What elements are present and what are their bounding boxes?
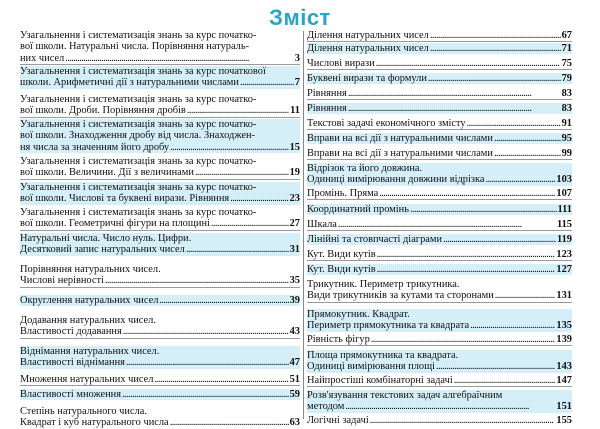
toc-entry-text: Розв'язування текстових задач алгебраїчним <box>307 390 503 401</box>
toc-page-number: 35 <box>289 275 300 287</box>
toc-page-number: 139 <box>556 334 572 345</box>
toc-entry[interactable] <box>307 279 572 303</box>
toc-entry-title: Ділення натуральних чисел <box>307 30 429 41</box>
toc-page-number: 151 <box>556 401 572 413</box>
toc-entry[interactable] <box>307 73 572 84</box>
toc-entry[interactable] <box>20 346 300 369</box>
toc-page-number: 7 <box>294 77 300 89</box>
toc-entry[interactable] <box>307 188 572 200</box>
toc-entry-title: Числові вирази <box>307 58 375 69</box>
toc-entry[interactable] <box>307 148 572 160</box>
toc-entry-title: Ділення натуральних чисел <box>307 43 429 54</box>
toc-entry-text: Порівняння натуральних чисел. <box>20 264 161 275</box>
toc-entry-title: них чисел <box>20 52 65 64</box>
toc-entry[interactable] <box>20 207 300 231</box>
toc-entry-title: Рівняння <box>307 103 347 114</box>
column-divider <box>303 31 304 419</box>
toc-entry-title: Вправи на всі дії з натуральними числами <box>307 133 493 144</box>
toc-entry-title: ня числа за значенням його дробу <box>20 141 170 153</box>
toc-entry-title: методом <box>307 401 345 413</box>
toc-entry-title: Одиниці вимірювання площі <box>307 361 435 373</box>
toc-entry-text: Узагальнення і систематизація знань за курс початко- <box>20 94 257 105</box>
toc-entry[interactable] <box>20 295 300 306</box>
toc-entry-text: Узагальнення і систематизація знань за курс початкової <box>20 66 266 77</box>
toc-entry[interactable] <box>307 88 572 100</box>
toc-entry-title: вої школи. Дроби. Порівняння дробів <box>20 105 186 117</box>
toc-entry-text: Трикутник. Периметр трикутника. <box>307 279 460 290</box>
toc-page-number: 59 <box>289 389 300 400</box>
toc-entry-text: Узагальнення і систематизація знань за курс початко- <box>20 156 257 167</box>
toc-entry-text: Степінь натурального числа. <box>20 406 147 417</box>
toc-page-number: 67 <box>561 30 572 41</box>
toc-entry[interactable] <box>20 406 300 429</box>
toc-entry-title: Периметр прямокутника та квадрата <box>307 320 470 332</box>
toc-page-number: 111 <box>557 204 572 215</box>
toc-entry[interactable] <box>307 133 572 144</box>
toc-entry-title: Рівність фігур <box>307 334 370 345</box>
toc-entry-title: Буквені вирази та формули <box>307 73 427 84</box>
toc-entry[interactable] <box>307 249 572 261</box>
toc-entry[interactable] <box>307 219 572 231</box>
toc-page-number: 75 <box>561 58 572 69</box>
toc-entry-text: Узагальнення і систематизація знань за курс початко- <box>20 207 257 218</box>
toc-entry-title: вої школи. Величини. Дії з величинами <box>20 167 194 179</box>
toc-entry[interactable] <box>307 334 572 346</box>
toc-page-number: 71 <box>561 43 572 54</box>
toc-entry-title: Промінь. Пряма <box>307 188 379 199</box>
toc-entry[interactable] <box>307 309 572 332</box>
toc-entry-title: Кут. Види кутів <box>307 264 376 275</box>
toc-page-number: 119 <box>556 234 572 245</box>
toc-entry[interactable] <box>307 390 572 413</box>
toc-page-number: 131 <box>556 290 572 302</box>
toc-entry-text: Узагальнення і систематизація знань за курс початко- <box>20 182 257 193</box>
toc-page-number: 19 <box>289 167 300 179</box>
toc-entry[interactable] <box>307 375 572 387</box>
toc-page-number: 31 <box>289 244 300 256</box>
toc-page-number: 127 <box>556 264 572 275</box>
toc-entry-title: Властивості додавання <box>20 326 122 338</box>
toc-entry-text: Узагальнення і систематизація знань за курс початко- вої школи. Натуральні числа. Порівняння натураль- <box>20 30 257 53</box>
toc-entry-title: Квадрат і куб натурального числа <box>20 417 169 429</box>
toc-entry-title: Види трикутників за кутами та сторонами <box>307 290 494 302</box>
toc-page-number: 155 <box>556 415 572 426</box>
toc-page-number: 99 <box>561 148 572 159</box>
toc-entry[interactable] <box>20 119 300 153</box>
toc-entry-title: Округлення натуральних чисел <box>20 295 159 306</box>
toc-entry[interactable] <box>20 374 300 386</box>
toc-page-number: 147 <box>556 375 572 386</box>
toc-page-number: 107 <box>556 188 572 199</box>
toc-entry[interactable] <box>20 389 300 400</box>
toc-entry-text: Відрізок та його довжина. <box>307 163 423 174</box>
toc-entry[interactable] <box>20 156 300 180</box>
toc-entry-title: Шкала <box>307 219 337 230</box>
toc-entry[interactable] <box>20 315 300 339</box>
toc-page-number: 103 <box>556 174 572 186</box>
toc-entry-title: Логічні задачі <box>307 415 369 426</box>
toc-entry-text: Натуральні числа. Число нуль. Цифри. <box>20 233 192 244</box>
toc-entry-title: Найпростіші комбінаторні задачі <box>307 375 453 386</box>
toc-entry-title: Координатний промінь <box>307 204 409 215</box>
toc-entry[interactable] <box>307 415 572 426</box>
toc-page-number: 115 <box>556 219 572 230</box>
toc-page-number: 91 <box>561 118 572 129</box>
toc-entry-title: Вправи на всі дії з натуральними числами <box>307 148 493 159</box>
toc-entry[interactable] <box>20 264 300 288</box>
toc-entry-text: Додавання натуральних чисел. <box>20 315 156 326</box>
toc-page-number: 83 <box>561 88 572 99</box>
toc-entry[interactable] <box>307 58 572 70</box>
toc-page-number: 83 <box>561 103 572 114</box>
toc-entry[interactable] <box>307 118 572 130</box>
toc-page-number: 3 <box>294 52 300 64</box>
toc-entry-title: Рівняння <box>307 88 347 99</box>
toc-entry-title: вої школи. Числові та буквені вирази. Рівняння <box>20 193 230 205</box>
toc-entry-title: Властивості віднімання <box>20 357 125 369</box>
toc-page-number: 63 <box>289 417 300 429</box>
toc-page-number: 39 <box>289 295 300 306</box>
toc-page-number: 23 <box>289 193 300 205</box>
toc-entry[interactable] <box>307 204 572 215</box>
toc-page-number: 51 <box>289 374 300 385</box>
toc-entry-title: Одиниці вимірювання довжини відрізка <box>307 174 485 186</box>
toc-entry-title: Властивості множення <box>20 389 121 400</box>
toc-page-number: 143 <box>556 361 572 373</box>
toc-page-number: 15 <box>289 141 300 153</box>
toc-entry-title: Лінійні та стовпчасті діаграми <box>307 234 443 245</box>
toc-entry-title: Числові нерівності <box>20 275 104 287</box>
toc-page-number: 47 <box>289 357 300 369</box>
toc-entry[interactable] <box>20 66 300 89</box>
toc-entry[interactable] <box>20 30 300 65</box>
toc-page-number: 135 <box>556 320 572 332</box>
toc-entry[interactable] <box>307 234 572 245</box>
toc-entry-title: Десятковий запис натуральних чисел <box>20 244 185 256</box>
toc-entry-text: Прямокутник. Квадрат. <box>307 309 410 320</box>
toc-entry[interactable] <box>307 43 572 54</box>
toc-entry[interactable] <box>307 350 572 373</box>
toc-page-number: 123 <box>556 249 572 260</box>
page-title: Зміст <box>269 5 331 30</box>
toc-entry-text: Площа прямокутника та квадрата. <box>307 350 459 361</box>
toc-page-number: 27 <box>289 218 300 230</box>
toc-page-number: 11 <box>290 105 300 117</box>
toc-page-number: 95 <box>561 133 572 144</box>
toc-entry[interactable] <box>307 103 572 114</box>
toc-entry-title: Кут. Види кутів <box>307 249 376 260</box>
toc-page-number: 43 <box>289 326 300 338</box>
toc-page-number: 79 <box>561 73 572 84</box>
toc-entry-title: вої школи. Геометричні фігури на площині <box>20 218 210 230</box>
toc-entry[interactable] <box>307 30 572 42</box>
toc-entry[interactable] <box>20 233 300 256</box>
toc-entry[interactable] <box>20 94 300 118</box>
toc-entry-title: Текстові задачі економічного змісту <box>307 118 466 129</box>
toc-entry-text: Віднімання натуральних чисел. <box>20 346 160 357</box>
toc-entry-title: школи. Арифметичні дії з натуральними числами <box>20 77 239 89</box>
toc-entry-text: Узагальнення і систематизація знань за курс початко- вої школи. Знаходження дробу від числа. Знаходжен- <box>20 119 257 142</box>
toc-entry[interactable] <box>307 264 572 275</box>
toc-entry[interactable] <box>20 182 300 205</box>
toc-entry-title: Множення натуральних чисел <box>20 374 154 385</box>
toc-entry[interactable] <box>307 163 572 186</box>
